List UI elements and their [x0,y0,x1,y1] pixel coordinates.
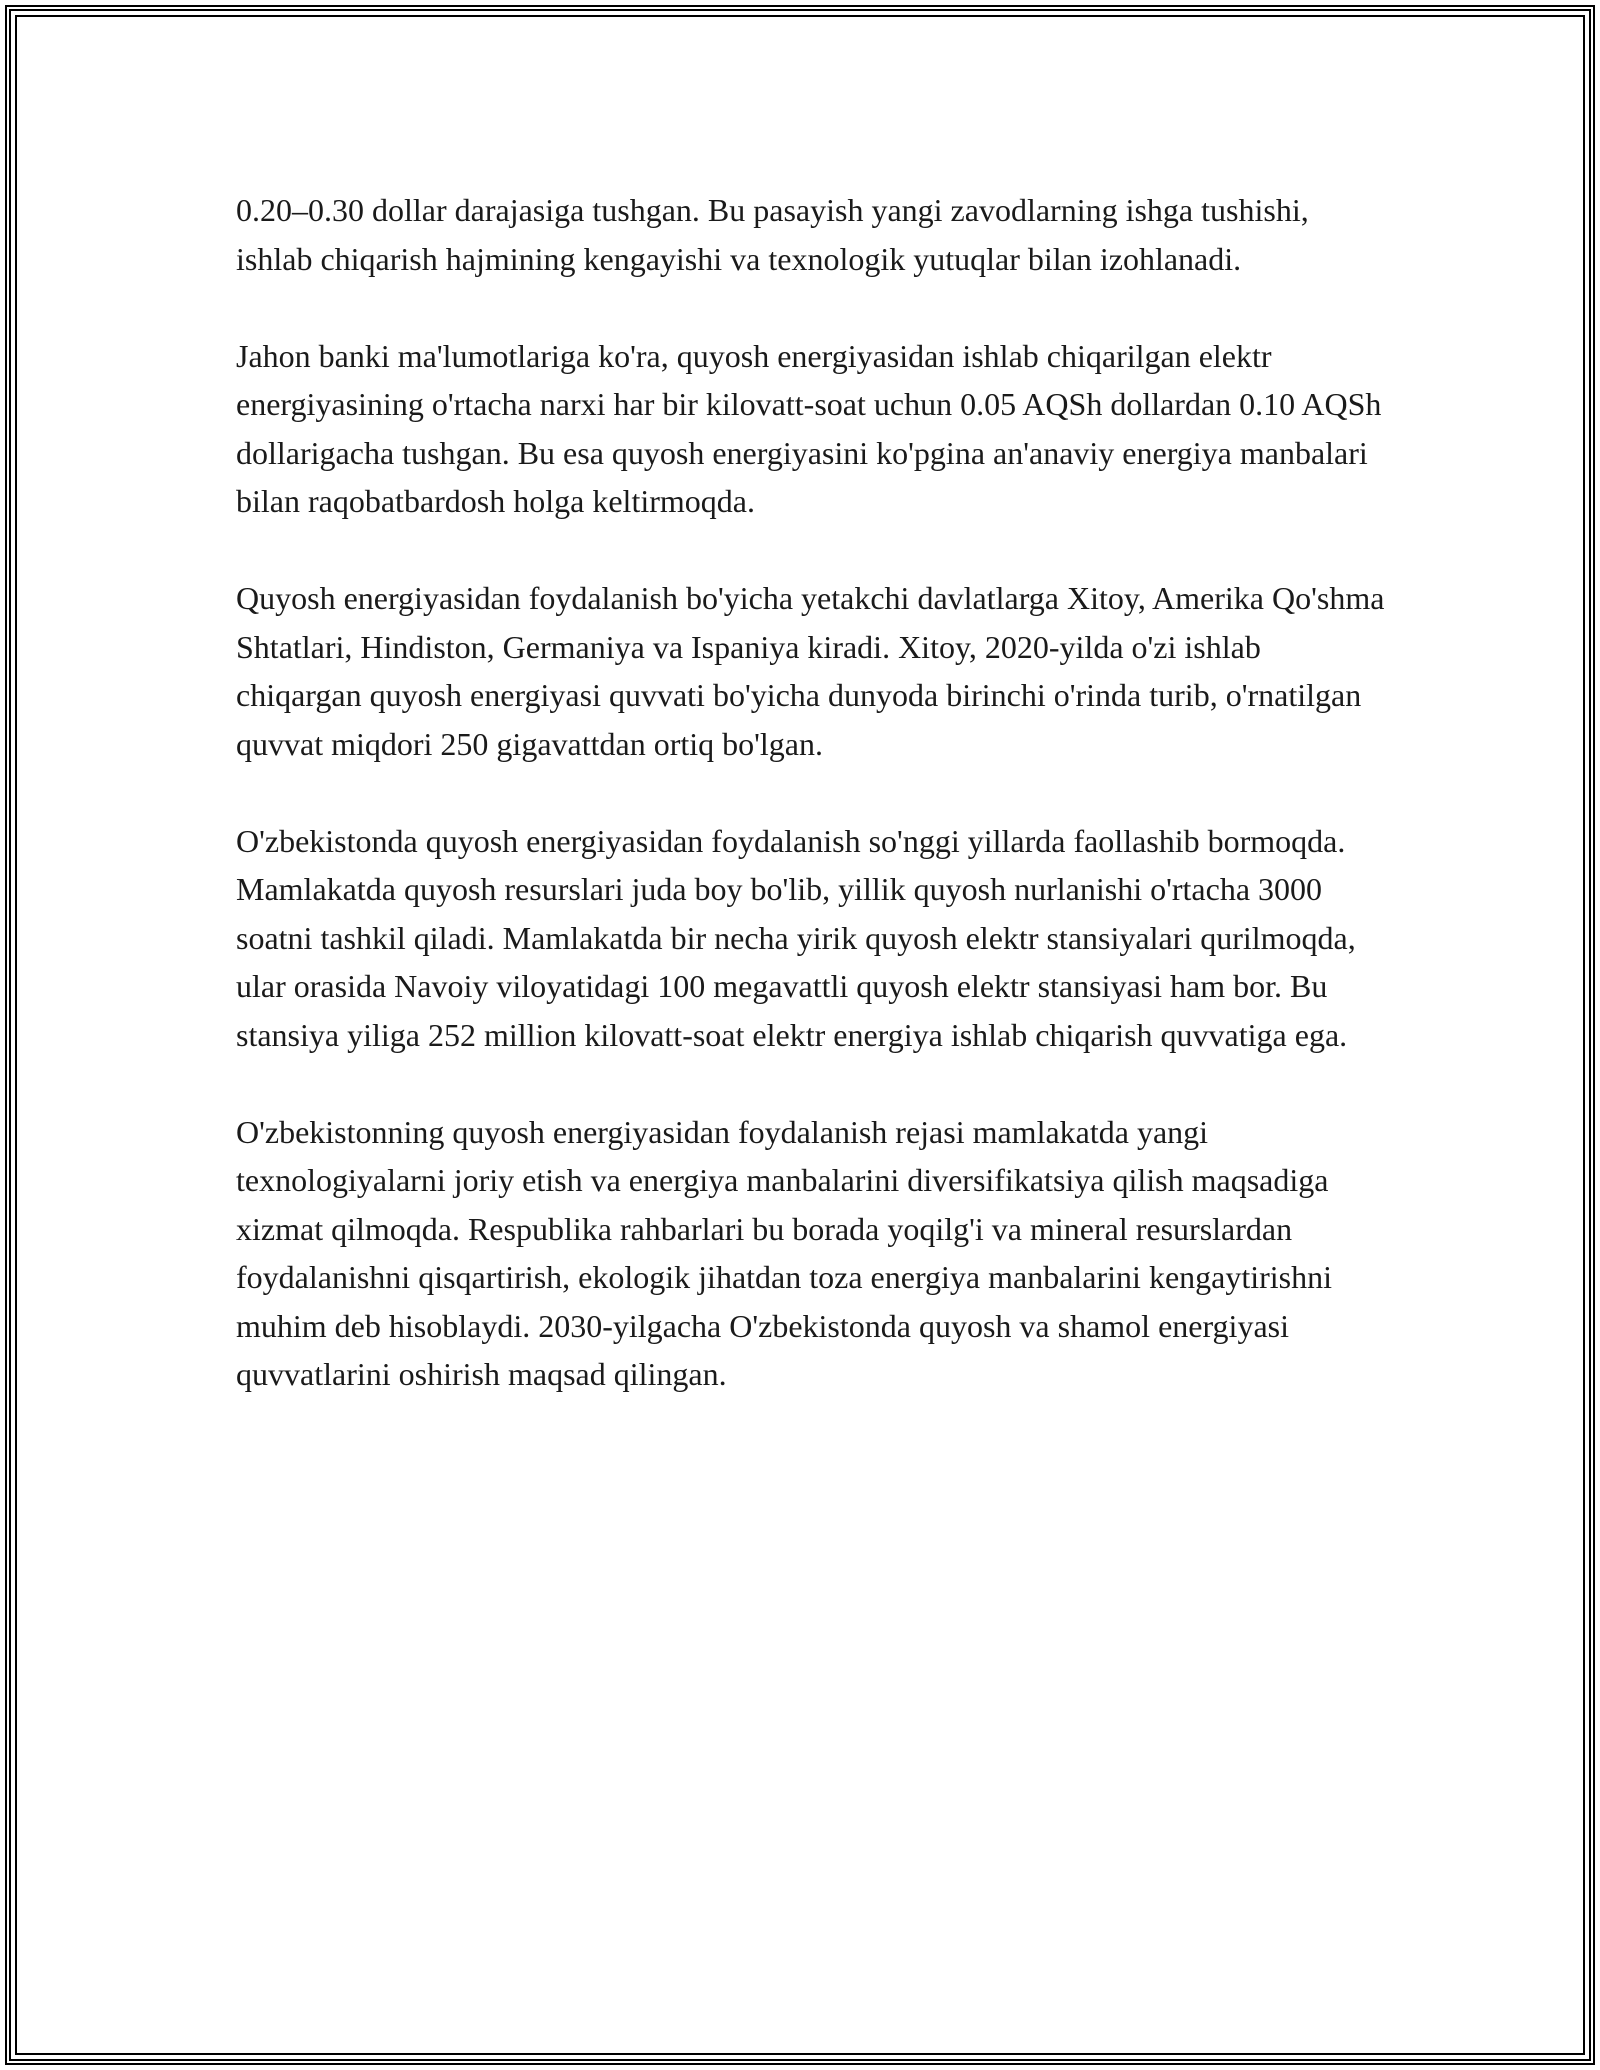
paragraph-5: O'zbekistonning quyosh energiyasidan foydalanish rejasi mamlakatda yangi texnologiyalarni joriy etish va energiya manbalarini diversifikatsiya qilish maqsadiga xizmat qilmoqda. Respublika rahbarlari bu borada yoqilg'i va mineral resurslardan foydalanishni qisqartirish, ekologik jihatdan toza energiya manbalarini kengaytirishni muhim deb hisoblaydi. 2030-yilgacha O'zbekistonda quyosh va shamol energiyasi quvvatlarini oshirish maqsad qilingan. [236,1113,1333,1392]
paragraph-1: 0.20–0.30 dollar darajasiga tushgan. Bu pasayish yangi zavodlarning ishga tushishi, ishlab chiqarish hajmining kengayishi va texnologik yutuqlar bilan izohlanadi. [236,192,1309,277]
paragraph-2: Jahon banki ma'lumotlariga ko'ra, quyosh energiyasidan ishlab chiqarilgan elektr energiyasining o'rtacha narxi har bir kilovatt-soat uchun 0.05 AQSh dollardan 0.10 AQSh dollarigacha tushgan. Bu esa quyosh energiyasini ko'pgina an'anaviy energiya manbalari bilan raqobatbardosh holga keltirmoqda. [236,337,1382,519]
paragraph-4: O'zbekistonda quyosh energiyasidan foydalanish so'nggi yillarda faollashib bormoqda. Mamlakatda quyosh resurslari juda boy bo'lib, yillik quyosh nurlanishi o'rtacha 3000 soatni tashkil qiladi. Mamlakatda bir necha yirik quyosh elektr stansiyalari qurilmoqda, ular orasida Navoiy viloyatidagi 100 megavattli quyosh elektr stansiyasi ham bor. Bu stansiya yiliga 252 million kilovatt-soat elektr energiya ishlab chiqarish quvvatiga ega. [236,822,1356,1053]
paragraph-3: Quyosh energiyasidan foydalanish bo'yicha yetakchi davlatlarga Xitoy, Amerika Qo'shma Shtatlari, Hindiston, Germaniya va Ispaniya kiradi. Xitoy, 2020-yilda o'zi ishlab chiqargan quyosh energiyasi quvvati bo'yicha dunyoda birinchi o'rinda turib, o'rnatilgan quvvat miqdori 250 gigavattdan ortiq bo'lgan. [236,580,1385,762]
document-body [236,186,1386,1447]
